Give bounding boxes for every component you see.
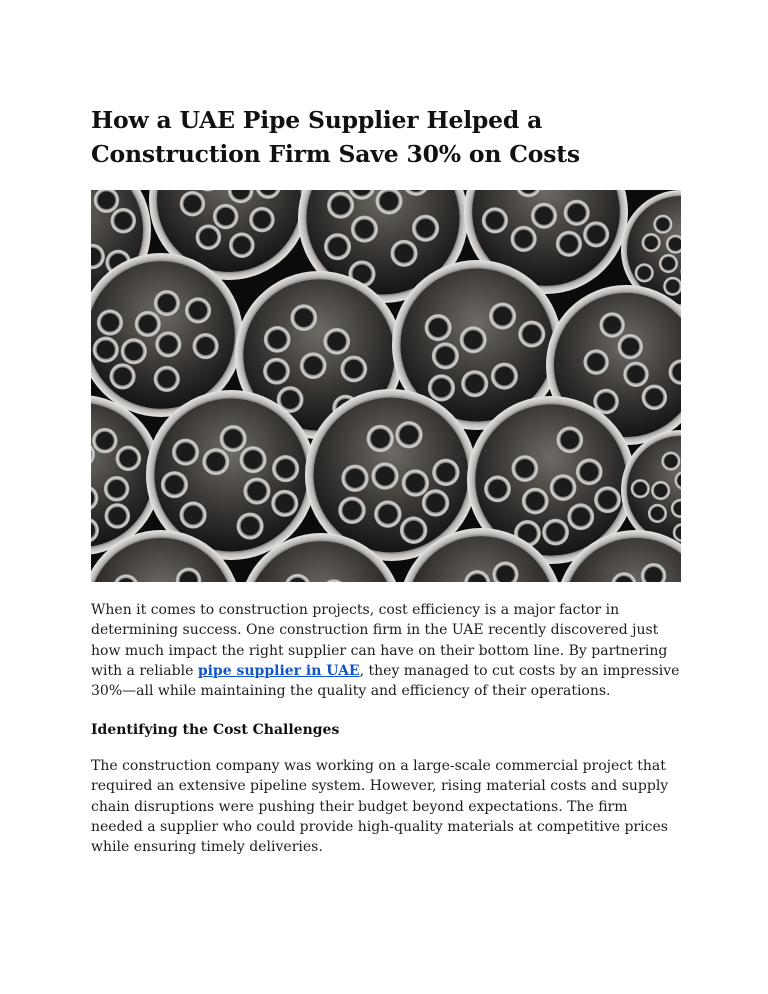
small-pipe: [428, 374, 455, 401]
small-pipe: [243, 477, 270, 504]
small-pipe: [635, 263, 654, 282]
small-pipe: [511, 226, 537, 252]
small-pipe: [154, 366, 180, 392]
small-pipe: [518, 320, 545, 347]
small-pipe: [651, 481, 670, 500]
small-pipe: [422, 489, 450, 517]
small-pipe: [202, 448, 229, 475]
small-pipe: [432, 459, 460, 487]
small-pipe: [290, 304, 317, 331]
small-pipe: [323, 328, 350, 355]
small-pipe: [220, 425, 247, 452]
small-pipe: [366, 425, 394, 453]
small-pipe: [460, 326, 487, 353]
small-pipe: [180, 191, 206, 217]
intro-text-after-link: , they managed to cut costs by an impressive 30%—all while maintaining the quality and efficiency of their operations.: [91, 662, 680, 700]
small-pipe: [327, 192, 354, 219]
small-pipe: [340, 356, 367, 383]
small-pipe: [623, 361, 649, 387]
small-pipe: [351, 216, 378, 243]
small-pipe: [338, 497, 366, 525]
intro-paragraph: [91, 600, 681, 701]
small-pipe: [556, 231, 582, 257]
section-paragraph: The construction company was working on a large-scale commercial project that required an extensive pipeline system. However, rising material costs and supply chain disruptions were pushing their budget beyond expectations. The firm needed a supplier who could provide high-quality materials at competitive prices while ensuring timely deliveries.: [91, 758, 669, 856]
small-pipe: [522, 488, 549, 515]
small-pipe: [531, 203, 557, 229]
pipe-supplier-link[interactable]: pipe supplier in UAE: [197, 662, 360, 679]
small-pipe: [599, 312, 625, 338]
small-pipe: [92, 428, 118, 454]
small-pipe: [110, 208, 136, 234]
small-pipe: [617, 334, 643, 360]
small-pipe: [116, 446, 142, 472]
small-pipe: [648, 504, 667, 523]
small-pipe: [180, 501, 207, 528]
small-pipe: [271, 490, 298, 517]
small-pipe: [642, 384, 668, 410]
small-pipe: [412, 215, 439, 242]
article-title: How a UAE Pipe Supplier Helped a Construction Firm Save 30% on Costs: [91, 106, 580, 168]
small-pipe: [484, 475, 511, 502]
small-pipe: [482, 207, 508, 233]
small-pipe: [642, 233, 661, 252]
small-pipe: [135, 311, 161, 337]
small-pipe: [104, 476, 130, 502]
small-pipe: [402, 469, 430, 497]
intro-text-before-link: When it comes to construction projects, cost efficiency is a major factor in determining success. One construction firm in the UAE recently discovered just how much impact the right supplier can have on their bottom line. By partnering with a reliable: [91, 602, 668, 679]
small-pipe: [491, 363, 518, 390]
small-pipe: [196, 224, 222, 250]
small-pipe: [249, 207, 275, 233]
small-pipe: [400, 516, 428, 544]
small-pipe: [583, 349, 609, 375]
small-pipe: [425, 314, 452, 341]
small-pipe: [567, 503, 594, 530]
small-pipe: [511, 455, 538, 482]
small-pipe: [583, 221, 609, 247]
small-pipe: [564, 200, 590, 226]
small-pipe: [631, 479, 650, 498]
small-pipe: [104, 503, 130, 529]
section-heading: Identifying the Cost Challenges: [91, 722, 340, 738]
small-pipe: [556, 426, 583, 453]
small-pipe: [550, 474, 577, 501]
small-pipe: [653, 215, 672, 234]
small-pipe: [213, 204, 239, 230]
small-pipe: [172, 439, 199, 466]
small-pipe: [93, 337, 119, 363]
small-pipe: [542, 519, 569, 546]
small-pipe: [109, 363, 135, 389]
small-pipe: [239, 446, 266, 473]
small-pipe: [395, 421, 423, 449]
small-pipe: [489, 302, 516, 329]
small-pipe: [185, 297, 211, 323]
small-pipe: [432, 342, 459, 369]
stacked-pipes-image: [91, 190, 681, 582]
small-pipe: [390, 240, 417, 267]
small-pipe: [594, 486, 621, 513]
small-pipe: [263, 358, 290, 385]
small-pipe: [659, 254, 678, 273]
small-pipe: [161, 471, 188, 498]
small-pipe: [661, 452, 680, 471]
small-pipe: [300, 352, 327, 379]
small-pipe: [576, 458, 603, 485]
small-pipe: [461, 370, 488, 397]
small-pipe: [272, 455, 299, 482]
small-pipe: [192, 333, 218, 359]
small-pipe: [97, 309, 123, 335]
small-pipe: [121, 338, 147, 364]
small-pipe: [371, 462, 399, 490]
small-pipe: [229, 232, 255, 258]
small-pipe: [324, 233, 351, 260]
small-pipe: [341, 464, 369, 492]
small-pipe: [264, 326, 291, 353]
small-pipe: [236, 512, 263, 539]
small-pipe: [154, 290, 180, 316]
small-pipe: [155, 331, 181, 357]
small-pipe: [374, 500, 402, 528]
